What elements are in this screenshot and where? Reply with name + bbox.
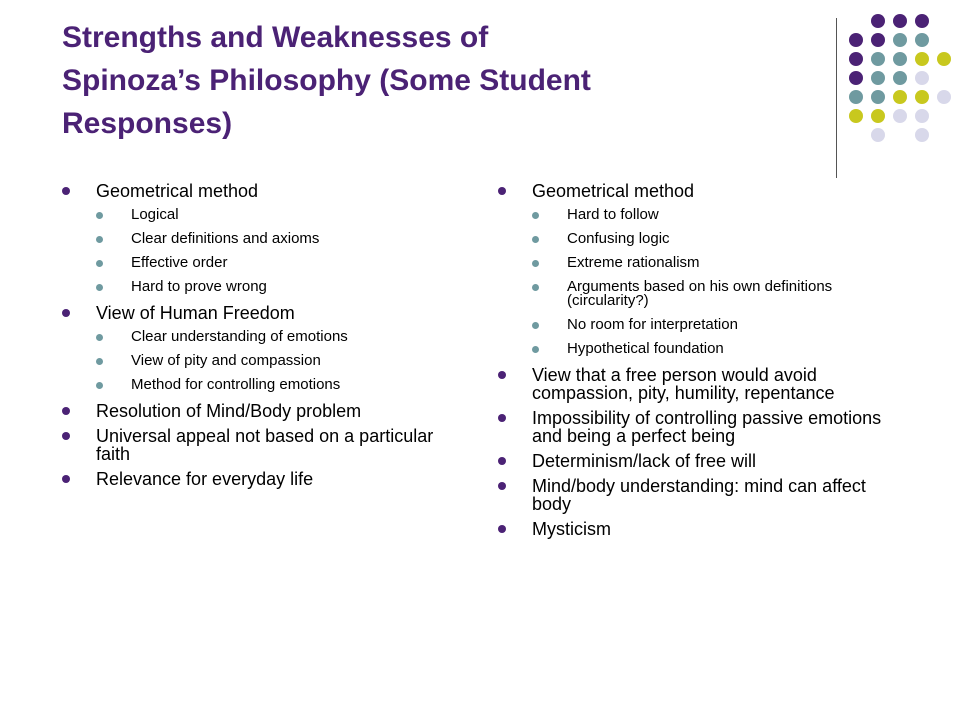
sub-bullet-item [96, 354, 462, 368]
sub-bullet-dot-icon [96, 284, 103, 291]
sub-bullet-dot-icon [96, 334, 103, 341]
sub-bullet-list [532, 208, 908, 356]
decorative-dot [915, 33, 929, 47]
decorative-dot [937, 90, 951, 104]
decorative-dot [915, 128, 929, 142]
bullet-text: View of Human Freedom [96, 303, 295, 323]
sub-bullet-item [532, 318, 908, 332]
sub-bullet-text: No room for interpretation [567, 316, 738, 333]
decorative-dot-grid [0, 0, 960, 180]
bullet-item [498, 409, 908, 445]
sub-bullet-item [96, 330, 462, 344]
decorative-dot [849, 90, 863, 104]
bullet-item [62, 182, 462, 294]
sub-bullet-item [532, 342, 908, 356]
weaknesses-column [498, 182, 908, 545]
bullet-dot-icon [62, 475, 70, 483]
decorative-dot [893, 52, 907, 66]
sub-bullet-item [532, 280, 908, 308]
sub-bullet-text: Clear understanding of emotions [131, 328, 348, 345]
sub-bullet-dot-icon [532, 284, 539, 291]
bullet-dot-icon [62, 407, 70, 415]
bullet-item [498, 182, 908, 356]
decorative-dot [915, 14, 929, 28]
bullet-dot-icon [62, 309, 70, 317]
sub-bullet-dot-icon [96, 382, 103, 389]
bullet-text: Geometrical method [532, 181, 695, 201]
decorative-dot [871, 14, 885, 28]
sub-bullet-dot-icon [96, 260, 103, 267]
bullet-dot-icon [62, 432, 70, 440]
sub-bullet-dot-icon [532, 236, 539, 243]
sub-bullet-dot-icon [96, 236, 103, 243]
sub-bullet-item [532, 256, 908, 270]
sub-bullet-text: Method for controlling emotions [131, 376, 341, 393]
sub-bullet-dot-icon [532, 212, 539, 219]
sub-bullet-dot-icon [532, 260, 539, 267]
sub-bullet-text: Extreme rationalism [567, 254, 700, 271]
strengths-column [62, 182, 462, 495]
decorative-dot [893, 90, 907, 104]
sub-bullet-item [96, 208, 462, 222]
sub-bullet-item [532, 208, 908, 222]
bullet-item [62, 470, 462, 488]
bullet-text: Relevance for everyday life [96, 469, 314, 489]
sub-bullet-item [96, 256, 462, 270]
decorative-dot [871, 33, 885, 47]
decorative-dot [893, 14, 907, 28]
decorative-dot [849, 33, 863, 47]
decorative-dot [871, 52, 885, 66]
bullet-dot-icon [498, 457, 506, 465]
bullet-text: Impossibility of controlling passive emotions and being a perfect being [532, 408, 882, 446]
decorative-dot [915, 71, 929, 85]
decorative-dot [849, 109, 863, 123]
bullet-text: View that a free person would avoid compassion, pity, humility, repentance [532, 365, 835, 403]
bullet-item [498, 366, 908, 402]
bullet-dot-icon [498, 525, 506, 533]
sub-bullet-text: Clear definitions and axioms [131, 230, 320, 247]
sub-bullet-list [96, 208, 462, 294]
bullet-dot-icon [498, 482, 506, 490]
sub-bullet-list [96, 330, 462, 392]
title-line: Spinoza’s Philosophy (Some Student [62, 64, 591, 97]
title-line: Strengths and Weaknesses of [62, 21, 489, 54]
sub-bullet-text: Logical [131, 206, 179, 223]
sub-bullet-text: Arguments based on his own definitions (circularity?) [567, 278, 833, 309]
sub-bullet-text: Hard to follow [567, 206, 659, 223]
bullet-text: Mysticism [532, 519, 611, 539]
decorative-dot [871, 128, 885, 142]
sub-bullet-dot-icon [96, 358, 103, 365]
sub-bullet-text: Effective order [131, 254, 228, 271]
bullet-item [62, 304, 462, 392]
sub-bullet-text: Hypothetical foundation [567, 340, 724, 357]
bullet-item [62, 427, 462, 463]
bullet-dot-icon [498, 414, 506, 422]
strengths-list [62, 182, 462, 488]
weaknesses-list [498, 182, 908, 538]
sub-bullet-dot-icon [532, 322, 539, 329]
bullet-item [498, 452, 908, 470]
bullet-text: Determinism/lack of free will [532, 451, 757, 471]
bullet-text: Resolution of Mind/Body problem [96, 401, 362, 421]
decorative-dot [937, 52, 951, 66]
decorative-dot [893, 33, 907, 47]
decorative-dot [871, 109, 885, 123]
sub-bullet-item [532, 232, 908, 246]
decorative-dot [849, 71, 863, 85]
decorative-dot [915, 90, 929, 104]
bullet-dot-icon [498, 187, 506, 195]
title-line: Responses) [62, 107, 233, 140]
sub-bullet-item [96, 232, 462, 246]
decorative-dot [871, 71, 885, 85]
bullet-text: Mind/body understanding: mind can affect body [532, 476, 866, 514]
bullet-dot-icon [62, 187, 70, 195]
bullet-item [498, 477, 908, 513]
decorative-dot [893, 109, 907, 123]
bullet-text: Universal appeal not based on a particular faith [96, 426, 434, 464]
sub-bullet-text: View of pity and compassion [131, 352, 321, 369]
sub-bullet-item [96, 280, 462, 294]
sub-bullet-text: Confusing logic [567, 230, 670, 247]
decorative-dot [849, 52, 863, 66]
decorative-dot [893, 71, 907, 85]
sub-bullet-item [96, 378, 462, 392]
bullet-dot-icon [498, 371, 506, 379]
bullet-item [498, 520, 908, 538]
decorative-dot [915, 109, 929, 123]
sub-bullet-dot-icon [96, 212, 103, 219]
sub-bullet-text: Hard to prove wrong [131, 278, 267, 295]
bullet-text: Geometrical method [96, 181, 259, 201]
decorative-dot [915, 52, 929, 66]
sub-bullet-dot-icon [532, 346, 539, 353]
decorative-dot [871, 90, 885, 104]
bullet-item [62, 402, 462, 420]
